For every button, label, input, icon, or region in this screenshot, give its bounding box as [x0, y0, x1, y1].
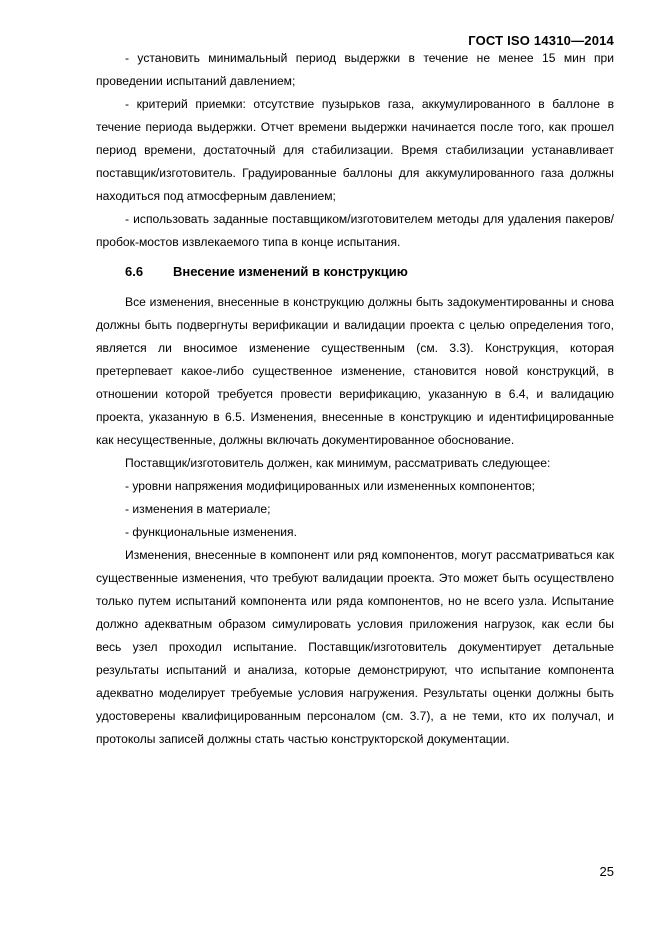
paragraph-consider-following: Поставщик/изготовитель должен, как минимум, рассматривать следующее: — [125, 456, 551, 470]
document-code-header: ГОСТ ISO 14310—2014 — [468, 33, 614, 48]
paragraph-component-changes: Изменения, внесенные в компонент или ряд компонентов, могут рассматриваться как существенные изменения, что требуют валидации проекта. Это может быть осуществлено только путем испытаний компонента или ряда компонентов, но не всего узла. Испытание должно адекватным образом симулировать условия приложения нагрузок, как если бы весь узел проходил испытание. Поставщик/изготовитель документирует детальные результаты испытаний и анализа, которые демонстрируют, что испытание компонента адекватно моделирует требуемые условия нагружения. Результаты оценки должны быть удостоверены квалифицированным персоналом (см. 3.7), а не теми, кто их получал, и протоколы записей должны стать частью конструкторской документации. — [96, 548, 614, 746]
section-heading — [96, 261, 614, 283]
list-item-acceptance-criterion: - критерий приемки: отсутствие пузырьков газа, аккумулированного в баллоне в течение периода выдержки. Отчет времени выдержки начинается после того, как прошел период времени, достаточный для стабилизации. Время стабилизации устанавливает поставщик/изготовитель. Градуированные баллоны для аккумулированного газа должны находиться под атмосферным давлением; — [96, 97, 614, 203]
page-body — [96, 47, 614, 751]
section-title: Внесение изменений в конструкцию — [173, 264, 408, 279]
paragraph-design-changes: Все изменения, внесенные в конструкцию должны быть задокументированны и снова должны быть подвергнуты верификации и валидации проекта с целью определения того, является ли вносимое изменение существенным (см. 3.3). Конструкция, которая претерпевает какое-либо существенное изменение, становится новой конструкций, в отношении которой требуется провести верификацию, указанную в 6.4, и валидацию проекта, указанную в 6.5. Изменения, внесенные в конструкцию и идентифицированные как несущественные, должны включать документированное обоснование. — [96, 295, 614, 447]
list-item-packer-removal: - использовать заданные поставщиком/изготовителем методы для удаления пакеров/пробок-мостов извлекаемого типа в конце испытания. — [96, 212, 614, 249]
list-item-material-changes: - изменения в материале; — [125, 502, 271, 516]
list-item-functional-changes: - функциональные изменения. — [125, 525, 297, 539]
list-item-hold-period: - установить минимальный период выдержки в течение не менее 15 мин при проведении испытаний давлением; — [96, 51, 614, 88]
section-number: 6.6 — [125, 264, 144, 279]
page-number: 25 — [599, 864, 614, 879]
list-item-stress-levels: - уровни напряжения модифицированных или измененных компонентов; — [125, 479, 535, 493]
